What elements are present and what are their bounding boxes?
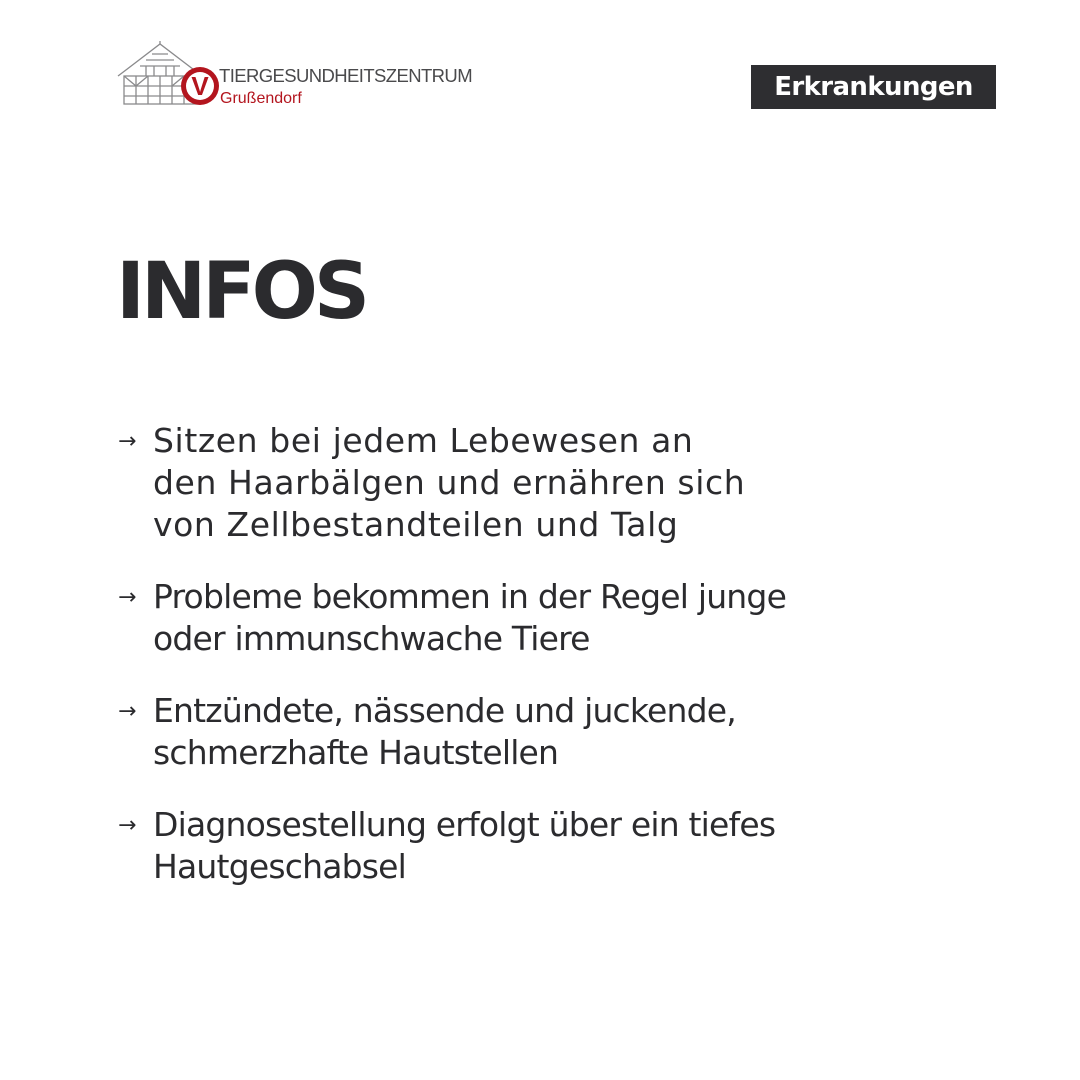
paw-v-emblem-icon [180, 66, 220, 106]
list-item [118, 804, 998, 888]
item-line: Probleme bekommen in der Regel junge [153, 577, 787, 616]
arrow-right-icon: → [118, 585, 136, 610]
item-line: von Zellbestandteilen und Talg [153, 505, 679, 544]
item-line: Entzündete, nässende und juckende, [153, 691, 736, 730]
list-item [118, 690, 998, 774]
info-list [118, 420, 998, 918]
item-line: Diagnosestellung erfolgt über ein tiefes [153, 805, 776, 844]
brand-logo [116, 40, 472, 112]
item-line: den Haarbälgen und ernähren sich [153, 463, 746, 502]
logo-place: Grußendorf [220, 90, 302, 107]
item-line: schmerzhafte Hautstellen [153, 733, 559, 772]
logo-mark-letter: V [191, 71, 209, 101]
item-line: Hautgeschabsel [153, 847, 407, 886]
logo-name: TIERGESUNDHEITSZENTRUM [219, 65, 472, 86]
item-line: Sitzen bei jedem Lebewesen an [153, 421, 694, 460]
item-line: oder immunschwache Tiere [153, 619, 590, 658]
arrow-right-icon: → [118, 813, 136, 838]
page-title: INFOS [116, 247, 367, 337]
arrow-right-icon: → [118, 699, 136, 724]
category-tag: Erkrankungen [751, 65, 996, 109]
arrow-right-icon: → [118, 429, 138, 454]
list-item [118, 576, 998, 660]
list-item [118, 420, 998, 546]
